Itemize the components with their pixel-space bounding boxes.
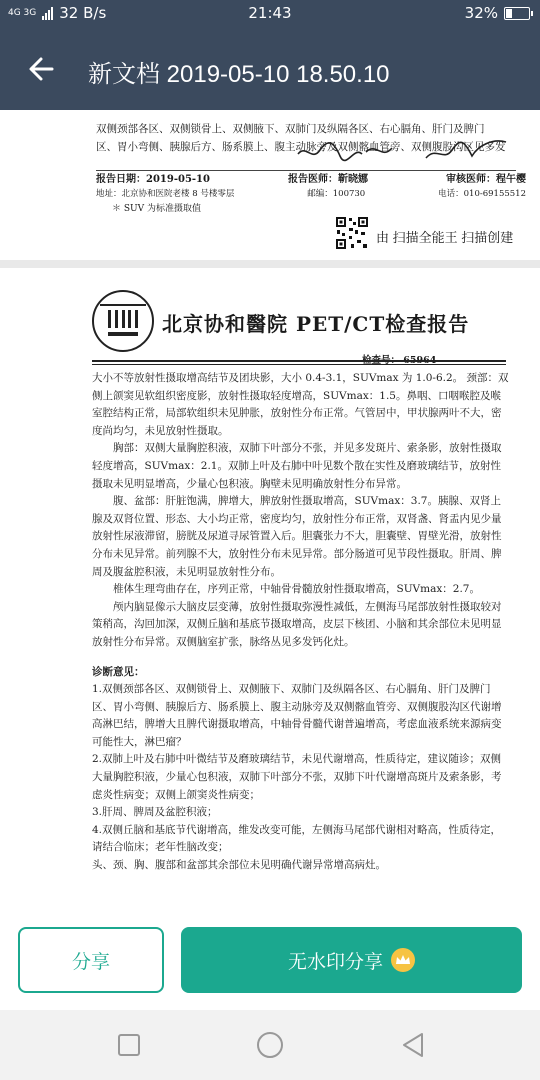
- reporter: 报告医师：靳晓娜: [287, 174, 368, 185]
- back-button[interactable]: [26, 53, 58, 85]
- findings-paragraph: 椎体生理弯曲存在，序列正常，中轴骨骨髓放射性摄取增高，SUVmax：2.7。: [113, 583, 480, 596]
- diagnosis-item: 4.双侧丘脑和基底节代谢增高，维发改变可能，左侧海马尾部代谢相对略高，性质待定，请结合临床；老年性脑改变；: [92, 823, 502, 854]
- page1-line: 双侧颈部各区、双侧锁骨上、双侧腋下、双肺门及纵隔各区、右心膈角、肝门及脾门: [96, 123, 485, 135]
- network-type: 4G 3G: [8, 8, 37, 18]
- page1-line: 区、胃小弯侧、胰腺后方、肠系膜上、腹主动脉旁及双侧髂血管旁、双侧腹股沟区见多发: [96, 141, 506, 153]
- document-page-1[interactable]: [0, 110, 540, 260]
- status-bar: [0, 0, 540, 28]
- report-meta: [96, 172, 526, 217]
- status-time: 21:43: [248, 4, 292, 22]
- share-button[interactable]: [18, 927, 164, 993]
- network-speed: 32 B/s: [59, 4, 107, 22]
- diagnosis-item: 3.肝周、脾周及盆腔积液；: [92, 806, 218, 819]
- recent-apps-button[interactable]: [114, 1030, 144, 1060]
- battery-percent: 32%: [464, 4, 498, 22]
- findings-paragraph: 胸部：双侧大量胸腔积液，双肺下叶部分不张，并见多发斑片、索条影，放射性摄取轻度增高，SUVmax：2.1。双肺上叶及右肺中叶见数个散在实性及磨玻璃结节，放射性摄取未见明显增高，少量心包积液。胸壁未见明确放射性分布异常。: [92, 442, 502, 490]
- crown-icon: [391, 948, 415, 972]
- arrow-left-icon: [26, 53, 58, 85]
- reviewer: 审核医师：程午樱: [446, 174, 526, 185]
- status-right: [465, 4, 530, 22]
- qr-code-icon: [335, 216, 369, 250]
- square-icon: [114, 1030, 144, 1060]
- report-title: 北京协和醫院 PET/CT检查报告: [162, 312, 470, 336]
- hospital-logo: [92, 290, 154, 352]
- circle-icon: [255, 1030, 285, 1060]
- findings-paragraph: 腹、盆部：肝脏饱满，脾增大，脾放射性摄取增高，SUVmax：3.7。胰腺、双肾上腺及双肾位置、形态、大小均正常，密度均匀，放射性分布正常，双肾盏、肾盂内见少量放射性尿液滞留，膀胱及尿道寻尿管置入后。胆囊张力不大，胆囊壁、胃壁光滑，放射性分布未见异常。前列腺不大，放射性分布未见异常。部分肠道可见节段性摄取。肝周、脾周及腹盆腔积液，未见明显放射性分布。: [92, 495, 502, 578]
- document-title: 新文档 2019-05-10 18.50.10: [88, 61, 390, 88]
- postcode: 邮编：100730: [307, 189, 366, 199]
- signature-image: [296, 136, 526, 166]
- triangle-back-icon: [398, 1030, 428, 1060]
- system-nav-bar: [0, 1010, 540, 1080]
- document-page-2[interactable]: [0, 268, 540, 910]
- title-divider-thin: [92, 364, 506, 365]
- report-body: [92, 370, 510, 875]
- scan-watermark: 由 扫描全能王 扫描创建: [376, 230, 514, 245]
- diagnosis-item: 1.双侧颈部各区、双侧锁骨上、双侧腋下、双肺门及纵隔各区、右心膈角、肝门及脾门区、胃小弯侧、胰腺后方、肠系膜上、腹主动脉旁及双侧髂血管旁、双侧腹股沟区代谢增高淋巴结，脾增大且脾代谢摄取增高，中轴骨骨髓代谢普遍增高，考虑血液系统来源病变可能性大，淋巴瘤？: [92, 683, 502, 748]
- diagnosis-title: 诊断意见：: [92, 665, 145, 678]
- home-button[interactable]: [255, 1030, 285, 1060]
- address: 地址：北京协和医院老楼 8 号楼零层: [96, 189, 235, 199]
- findings-paragraph: 颅内脑显像示大脑皮层变薄，放射性摄取弥漫性减低，左侧海马尾部放射性摄取较对策稍高，沟回加深，双侧丘脑和基底节摄取增高，皮层下核团、小脑和其余部位未见明显放射性分布异常。双侧脑室扩张，脉络丛见多发钙化灶。: [92, 600, 502, 648]
- battery-icon: [504, 7, 530, 20]
- back-nav-button[interactable]: [398, 1030, 428, 1060]
- phone: 电话：010-69155512: [438, 189, 526, 199]
- app-bar: [0, 28, 540, 110]
- findings-paragraph: 大小不等放射性摄取增高结节及团块影，大小 0.4-3.1，SUVmax 为 1.0-6.2。 颈部：双侧上颌窦见软组织密度影，放射性摄取轻度增高，SUVmax：1.5。鼻咽、口咽喉腔及喉室腔结构正常，局部软组织未见肿胀，放射性分布正常。气管居中，甲状腺两叶不大，密度尚均匀，未见放射性摄取。: [92, 372, 509, 437]
- diagnosis-item: 2.双肺上叶及右肺中叶微结节及磨玻璃结节，未见代谢增高，性质待定，建议随诊；双侧大量胸腔积液，少量心包积液，双肺下叶部分不张，双肺下叶代谢增高斑片及索条影，考虑炎性病变；双侧上颌窦炎性病变；: [92, 753, 502, 801]
- diagnosis-item: 头、颈、胸、腹部和盆部其余部位未见明确代谢异常增高病灶。: [92, 859, 386, 872]
- report-date: 报告日期：2019-05-10: [96, 174, 210, 185]
- page1-divider: [96, 170, 516, 171]
- no-watermark-label: 无水印分享: [287, 950, 383, 973]
- title-divider: [92, 360, 506, 362]
- suv-note: ＊ SUV 为标准摄取值: [112, 204, 201, 214]
- no-watermark-share-button[interactable]: [181, 927, 522, 993]
- bottom-action-bar: [0, 910, 540, 1010]
- share-label: 分享: [71, 950, 110, 973]
